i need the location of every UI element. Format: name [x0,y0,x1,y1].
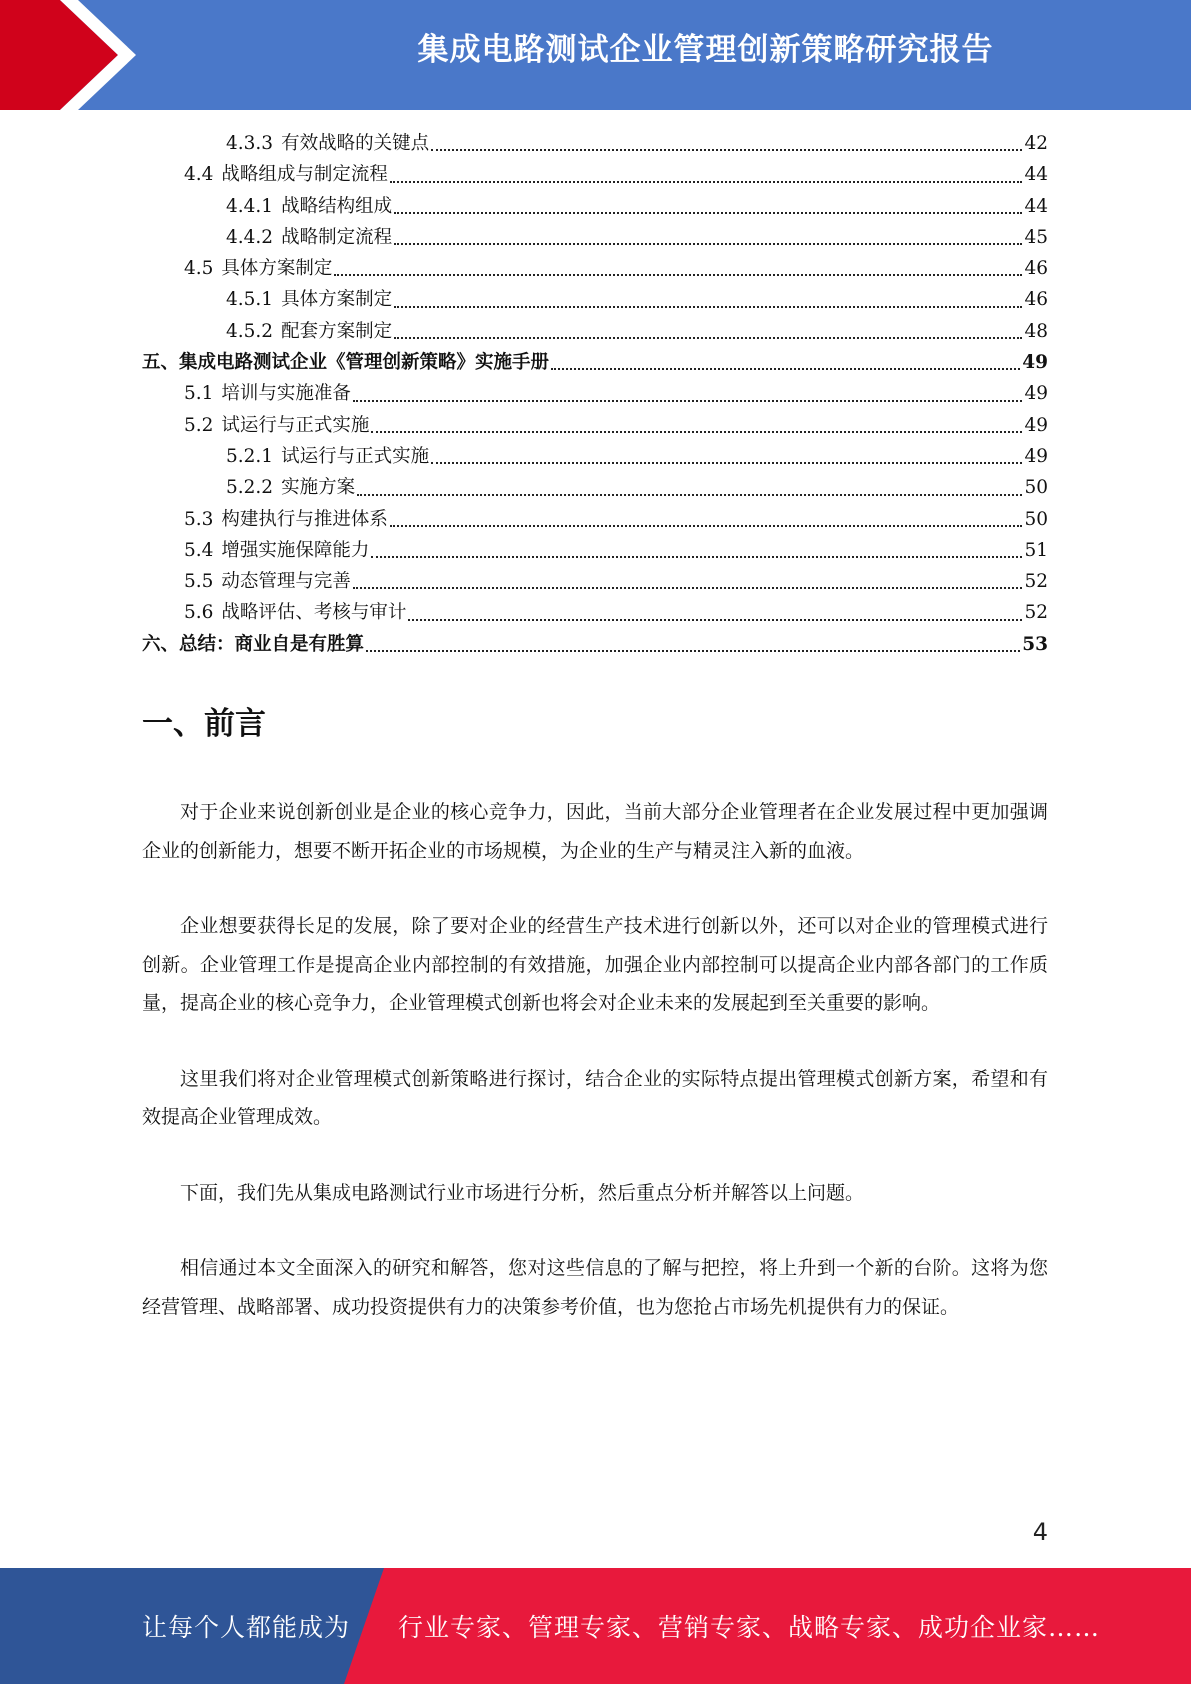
page-number: 4 [1032,1518,1048,1546]
paragraph: 对于企业来说创新创业是企业的核心竞争力，因此，当前大部分企业管理者在企业发展过程中更加强调企业的创新能力，想要不断开拓企业的市场规模，为企业的生产与精灵注入新的血液。 [142,801,1048,862]
toc-entry-page: 45 [1024,226,1048,248]
toc-entry[interactable] [142,472,1048,503]
footer-banner [0,1568,1191,1684]
toc-entry-number: 4.3.3 [226,133,274,154]
toc-entry[interactable] [142,347,1048,378]
toc-entry-page: 44 [1024,195,1048,217]
toc-dot-leader [394,212,1022,214]
toc-entry-number: 4.5 [184,258,214,280]
toc-entry-page: 52 [1024,602,1048,624]
toc-entry[interactable] [142,222,1048,253]
toc-entry[interactable] [142,410,1048,441]
toc-entry-page: 49 [1024,445,1048,467]
toc-dot-leader [353,400,1023,402]
toc-entry-page: 48 [1024,320,1048,342]
toc-entry-number: 4.4.2 [226,226,274,248]
toc-entry[interactable] [142,253,1048,284]
header-banner [0,0,1191,110]
toc-dot-leader [394,243,1022,245]
toc-dot-leader [390,181,1023,183]
toc-entry-number: 5.2 [184,414,214,436]
report-title: 集成电路测试企业管理创新策略研究报告 [417,32,994,68]
toc-dot-leader [431,149,1022,151]
toc-entry-title: 构建执行与推进体系 [221,508,388,530]
toc-entry[interactable] [142,191,1048,222]
toc-entry-page: 53 [1022,633,1048,655]
toc-dot-leader [408,619,1022,621]
toc-entry-title: 五、集成电路测试企业《管理创新策略》实施手册 [142,352,550,374]
toc-entry[interactable] [142,597,1048,628]
toc-dot-leader [431,462,1022,464]
toc-entry-number: 5.5 [184,571,214,593]
toc-entry-title: 试运行与正式实施 [221,414,370,436]
toc-entry-page: 46 [1024,289,1048,311]
toc-entry[interactable] [142,566,1048,597]
toc-entry-number: 4.4 [184,164,214,186]
toc-dot-leader [357,494,1022,496]
toc-entry-title: 战略评估、考核与审计 [221,602,407,624]
toc-entry[interactable] [142,316,1048,347]
toc-entry-number: 5.6 [184,602,214,624]
toc-dot-leader [353,587,1023,589]
paragraph: 这里我们将对企业管理模式创新策略进行探讨，结合企业的实际特点提出管理模式创新方案，希望和有效提高企业管理成效。 [142,1067,1048,1128]
paragraph: 下面，我们先从集成电路测试行业市场进行分析，然后重点分析并解答以上问题。 [180,1181,865,1204]
toc-dot-leader [390,525,1023,527]
toc-entry-page: 46 [1024,258,1048,280]
toc-entry-title: 具体方案制定 [281,289,393,311]
toc-entry[interactable] [142,535,1048,566]
toc-entry-page: 49 [1024,414,1048,436]
toc-entry-page: 50 [1024,508,1048,530]
toc-dot-leader [551,368,1020,370]
toc-entry-page: 44 [1024,164,1048,186]
toc-entry-page: 50 [1024,477,1048,499]
toc-entry-title: 实施方案 [281,477,356,499]
toc-entry-number: 5.4 [184,539,214,561]
toc-entry-title: 试运行与正式实施 [281,445,430,467]
toc-entry-page: 49 [1022,352,1048,374]
table-of-contents [142,128,1048,660]
toc-entry-number: 5.2.2 [226,477,274,499]
toc-entry-title: 具体方案制定 [221,258,333,280]
footer-slogan-right: 行业专家、管理专家、营销专家、战略专家、成功企业家…… [398,1613,1101,1642]
toc-dot-leader [366,650,1020,652]
toc-dot-leader [371,431,1022,433]
toc-dot-leader [394,306,1022,308]
toc-entry[interactable] [142,378,1048,409]
preface-body [142,793,1048,1363]
toc-entry[interactable] [142,159,1048,190]
toc-entry-page: 51 [1024,539,1048,561]
toc-entry-title: 战略制定流程 [281,226,393,248]
toc-entry-title: 六、总结：商业自是有胜算 [142,633,365,655]
toc-entry[interactable] [142,128,1048,159]
toc-entry[interactable] [142,284,1048,315]
toc-entry-number: 5.3 [184,508,214,530]
toc-entry-title: 配套方案制定 [281,320,393,342]
toc-entry-title: 培训与实施准备 [221,383,351,405]
toc-entry-title: 动态管理与完善 [221,571,351,593]
paragraph: 相信通过本文全面深入的研究和解答，您对这些信息的了解与把控，将上升到一个新的台阶。这将为您经营管理、战略部署、成功投资提供有力的决策参考价值，也为您抢占市场先机提供有力的保证。 [142,1257,1048,1318]
footer-slogan-left: 让每个人都能成为 [142,1613,351,1642]
toc-entry-title: 战略组成与制定流程 [221,164,388,186]
toc-entry-page: 49 [1024,383,1048,405]
toc-dot-leader [334,274,1022,276]
section-heading: 一、前言 [142,706,266,742]
toc-entry-title: 战略结构组成 [281,195,393,217]
toc-entry-page: 42 [1024,133,1048,154]
toc-dot-leader [394,337,1022,339]
toc-entry-number: 5.2.1 [226,445,274,467]
header-arrow-decoration [0,0,160,110]
toc-entry-title: 有效战略的关键点 [281,133,430,154]
toc-entry-title: 增强实施保障能力 [221,539,370,561]
toc-entry-number: 4.5.1 [226,289,274,311]
toc-entry-number: 5.1 [184,383,214,405]
toc-entry-number: 4.5.2 [226,320,274,342]
toc-entry[interactable] [142,504,1048,535]
toc-dot-leader [371,556,1022,558]
toc-entry[interactable] [142,629,1048,660]
toc-entry[interactable] [142,441,1048,472]
toc-entry-number: 4.4.1 [226,195,274,217]
paragraph: 企业想要获得长足的发展，除了要对企业的经营生产技术进行创新以外，还可以对企业的管理模式进行创新。企业管理工作是提高企业内部控制的有效措施，加强企业内部控制可以提高企业内部各部门的工作质量，提高企业的核心竞争力，企业管理模式创新也将会对企业未来的发展起到至关重要的影响。 [142,915,1048,1014]
toc-entry-page: 52 [1024,571,1048,593]
